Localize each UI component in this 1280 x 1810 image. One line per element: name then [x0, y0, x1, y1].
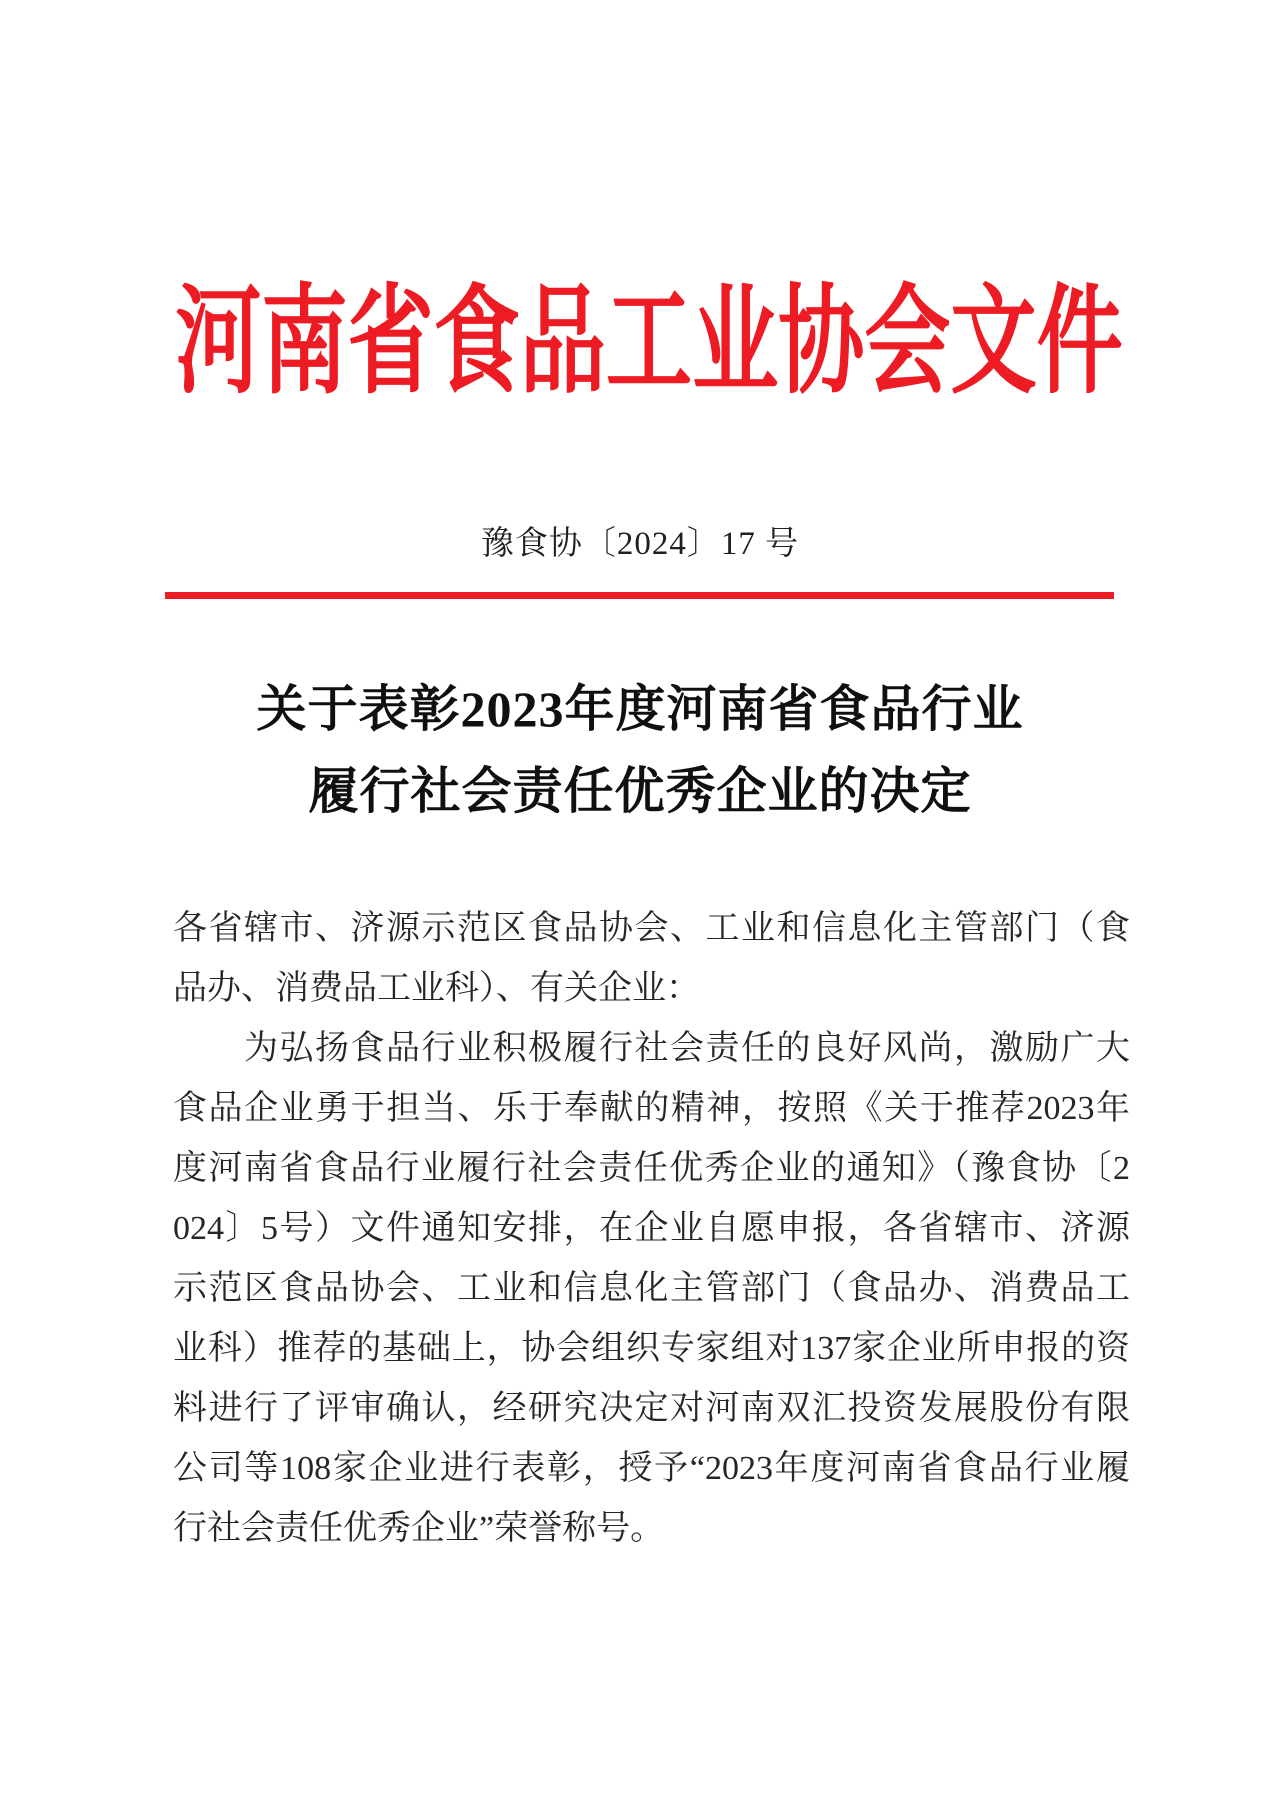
- body-line: 料进行了评审确认，经研究决定对河南双汇投资发展股份有限: [173, 1390, 1130, 1427]
- body-line: 示范区食品协会、工业和信息化主管部门（食品办、消费品工: [173, 1270, 1130, 1307]
- document-title: [0, 668, 1280, 832]
- red-divider-rule: [165, 592, 1114, 599]
- body-line: 为弘扬食品行业积极履行社会责任的良好风尚，激励广大: [173, 1030, 1130, 1067]
- body-line: 024〕5号）文件通知安排，在企业自愿申报，各省辖市、济源: [173, 1210, 1130, 1247]
- body-line: 度河南省食品行业履行社会责任优秀企业的通知》（豫食协〔2: [173, 1150, 1130, 1187]
- document-title-line2: 履行社会责任优秀企业的决定: [308, 763, 972, 819]
- body-line: 公司等108家企业进行表彰，授予“2023年度河南省食品行业履: [173, 1450, 1130, 1487]
- body-line: 各省辖市、济源示范区食品协会、工业和信息化主管部门（食: [173, 910, 1130, 947]
- org-masthead-title: [0, 277, 1280, 408]
- body-line: 品办、消费品工业科）、有关企业：: [173, 970, 700, 1007]
- org-masthead-title-text: 河南省食品工业协会文件: [175, 277, 1123, 408]
- document-number: 豫食协〔2024〕17 号: [480, 526, 800, 562]
- body-line: 行社会责任优秀企业”荣誉称号。: [173, 1510, 665, 1547]
- body-line: 食品企业勇于担当、乐于奉献的精神，按照《关于推荐2023年: [173, 1090, 1130, 1127]
- document-title-line1: 关于表彰2023年度河南省食品行业: [256, 681, 1024, 737]
- body-line: 业科）推荐的基础上，协会组织专家组对137家企业所申报的资: [173, 1330, 1130, 1367]
- document-body: [173, 899, 1130, 1559]
